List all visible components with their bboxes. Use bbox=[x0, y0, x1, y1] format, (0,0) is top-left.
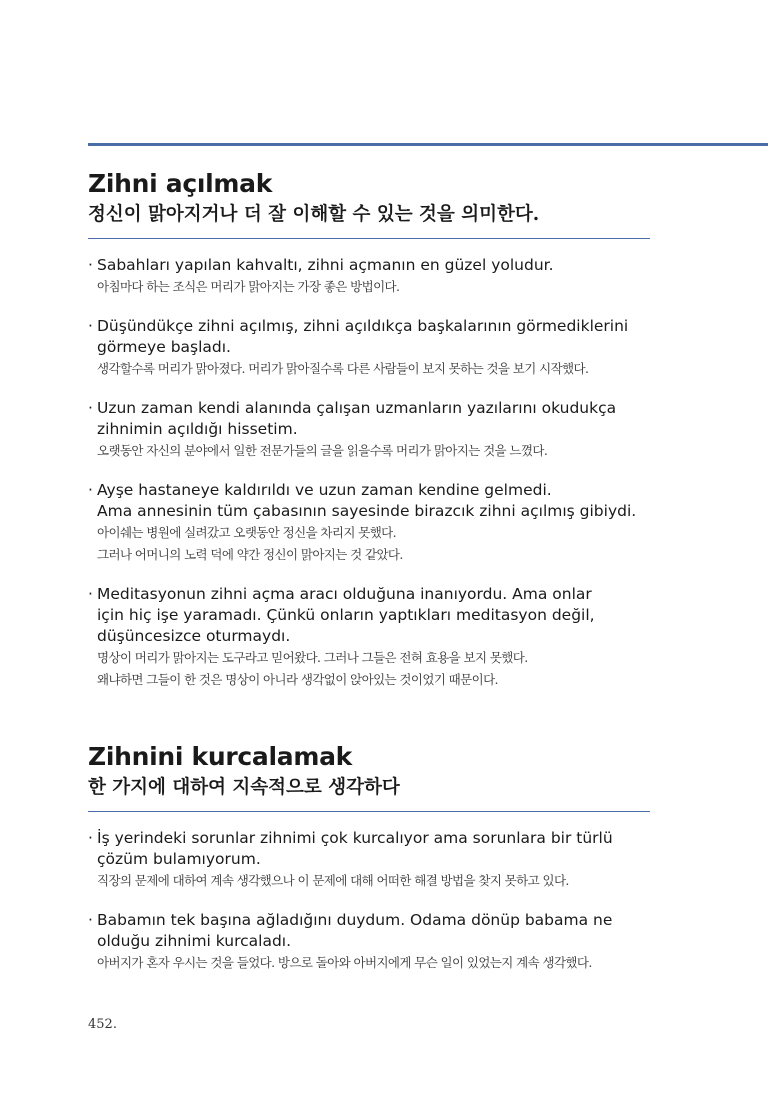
bullet-mark: · bbox=[88, 829, 93, 847]
entry-meaning: 정신이 맑아지거나 더 잘 이해할 수 있는 것을 의미한다. bbox=[88, 204, 540, 225]
example-korean-line: 생각할수록 머리가 맑아졌다. 머리가 맑아질수록 다른 사람들이 보지 못하는 것을 보기 시작했다. bbox=[97, 361, 589, 376]
entry-heading: Zihni açılmak bbox=[88, 169, 273, 198]
example-turkish-line: · Meditasyonun zihni açma aracı olduğuna inanıyordu. Ama onlar bbox=[88, 585, 592, 603]
example-item bbox=[88, 255, 650, 298]
section-divider bbox=[88, 238, 650, 239]
example-turkish-line: · Babamın tek başına ağladığını duydum. Odama dönüp babama ne bbox=[88, 911, 613, 929]
example-turkish-line: · Ayşe hastaneye kaldırıldı ve uzun zaman kendine gelmedi. bbox=[88, 481, 552, 499]
bullet-mark: · bbox=[88, 585, 93, 603]
example-item bbox=[88, 398, 650, 462]
example-turkish-line: · İş yerindeki sorunlar zihnimi çok kurcalıyor ama sorunlara bir türlü bbox=[88, 829, 613, 847]
page-number: 452. bbox=[88, 1017, 117, 1032]
entry-zihnini-kurcalamak bbox=[88, 741, 650, 974]
example-turkish-line: için hiç işe yaramadı. Çünkü onların yaptıkları meditasyon değil, bbox=[97, 606, 595, 624]
bullet-mark: · bbox=[88, 911, 93, 929]
example-korean-line: 아버지가 혼자 우시는 것을 들었다. 방으로 돌아와 아버지에게 무슨 일이 있었는지 계속 생각했다. bbox=[97, 955, 592, 970]
example-korean-line: 명상이 머리가 맑아지는 도구라고 믿어왔다. 그러나 그들은 전혀 효용을 보지 못했다. bbox=[97, 650, 528, 665]
example-turkish-line: · Düşündükçe zihni açılmış, zihni açıldıkça başkalarının görmediklerini bbox=[88, 317, 629, 335]
example-item bbox=[88, 316, 650, 380]
top-accent-rule bbox=[88, 143, 768, 146]
example-turkish-line: · Sabahları yapılan kahvaltı, zihni açmanın en güzel yoludur. bbox=[88, 256, 554, 274]
entry-zihni-acilmak bbox=[88, 168, 650, 691]
example-korean-line: 그러나 어머니의 노력 덕에 약간 정신이 맑아지는 것 같았다. bbox=[97, 547, 403, 562]
example-turkish-line: Ama annesinin tüm çabasının sayesinde birazcık zihni açılmış gibiydi. bbox=[97, 502, 637, 520]
bullet-mark: · bbox=[88, 399, 93, 417]
bullet-mark: · bbox=[88, 317, 93, 335]
example-korean-line: 오랫동안 자신의 분야에서 일한 전문가들의 글을 읽을수록 머리가 맑아지는 것을 느꼈다. bbox=[97, 443, 548, 458]
example-korean-line: 직장의 문제에 대하여 계속 생각했으나 이 문제에 대해 어떠한 해결 방법을 찾지 못하고 있다. bbox=[97, 873, 569, 888]
example-turkish-line: olduğu zihnimi kurcaladı. bbox=[97, 932, 292, 950]
example-korean-line: 아이쉐는 병원에 실려갔고 오랫동안 정신을 차리지 못했다. bbox=[97, 525, 397, 540]
section-divider bbox=[88, 811, 650, 812]
example-turkish-line: çözüm bulamıyorum. bbox=[97, 850, 261, 868]
example-item bbox=[88, 828, 650, 892]
example-item bbox=[88, 480, 650, 566]
example-item bbox=[88, 584, 650, 691]
entry-meaning: 한 가지에 대하여 지속적으로 생각하다 bbox=[88, 777, 400, 798]
example-item bbox=[88, 910, 650, 974]
example-turkish-line: düşüncesizce oturmaydı. bbox=[97, 627, 291, 645]
example-korean-line: 왜냐하면 그들이 한 것은 명상이 아니라 생각없이 앉아있는 것이었기 때문이다. bbox=[97, 672, 498, 687]
entry-heading: Zihnini kurcalamak bbox=[88, 742, 352, 771]
bullet-mark: · bbox=[88, 256, 93, 274]
example-turkish-line: · Uzun zaman kendi alanında çalışan uzmanların yazılarını okudukça bbox=[88, 399, 617, 417]
example-korean-line: 아침마다 하는 조식은 머리가 맑아지는 가장 좋은 방법이다. bbox=[97, 279, 400, 294]
example-turkish-line: zihnimin açıldığı hissetim. bbox=[97, 420, 298, 438]
example-turkish-line: görmeye başladı. bbox=[97, 338, 231, 356]
bullet-mark: · bbox=[88, 481, 93, 499]
